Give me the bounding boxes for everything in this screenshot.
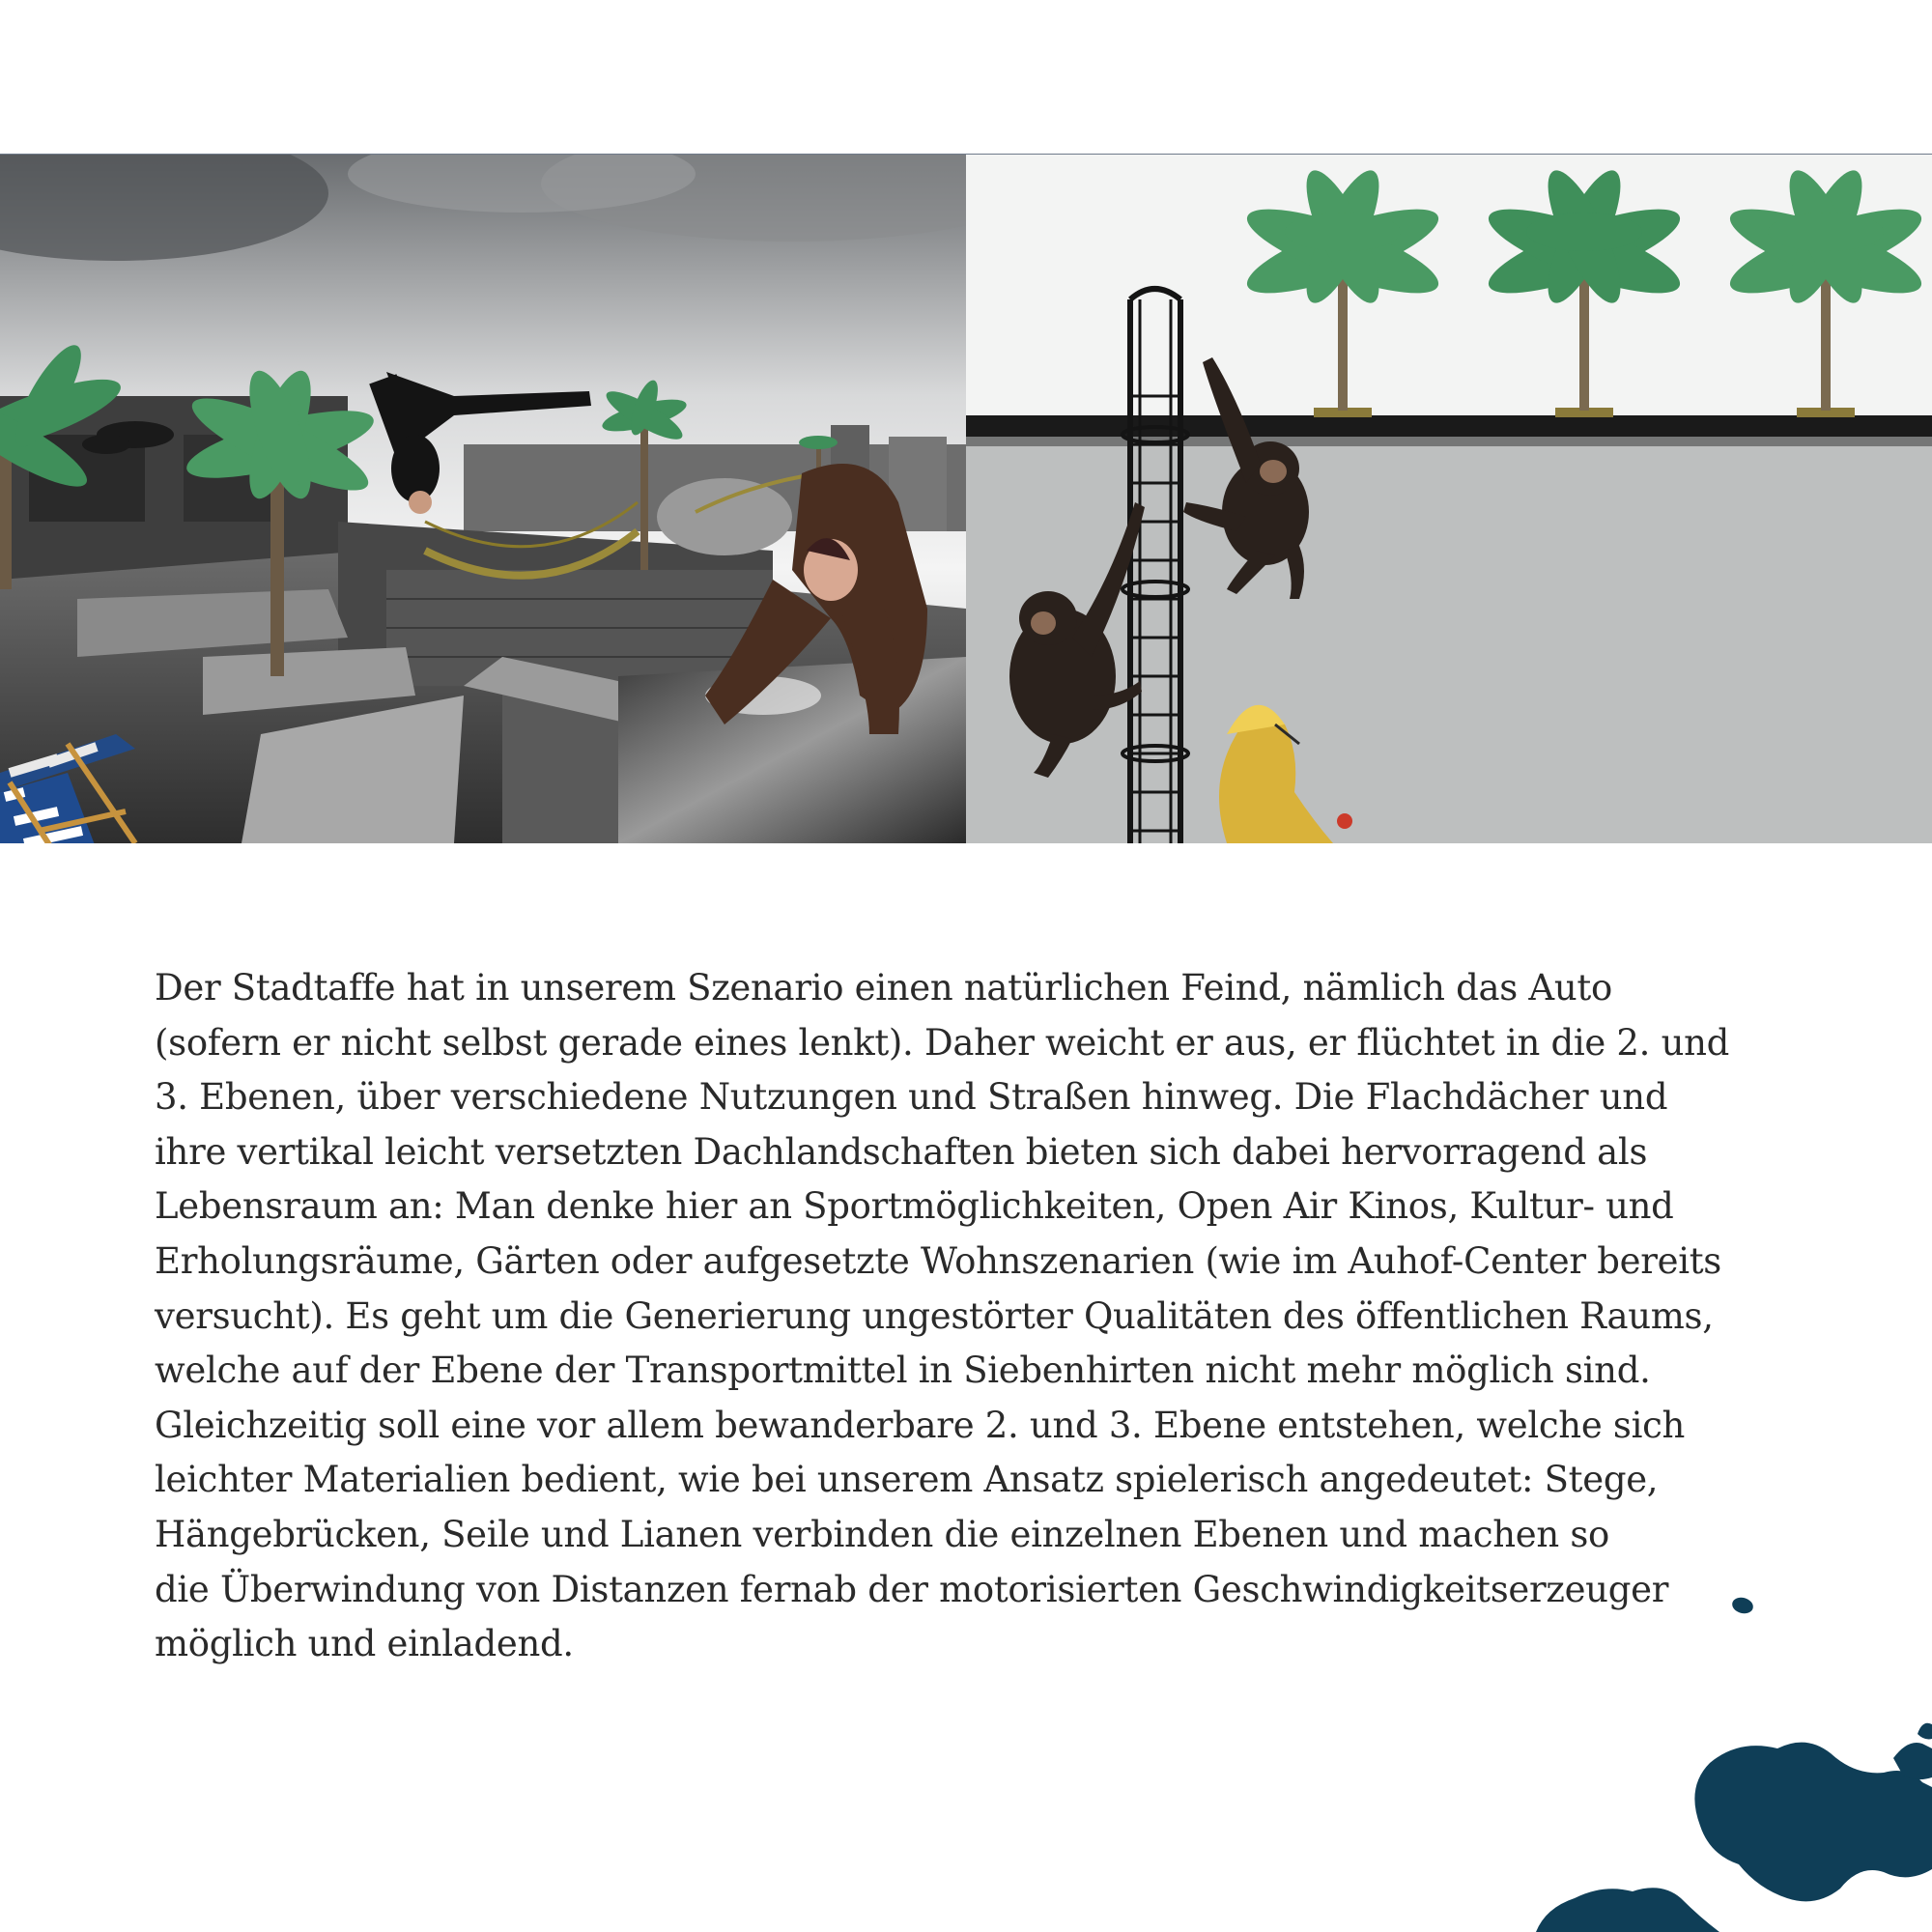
paragraph-line: möglich und einladend. — [155, 1623, 574, 1665]
ink-splash-edge — [1893, 1743, 1932, 1779]
paragraph-line: ihre vertikal leicht versetzten Dachlandschaften bieten sich dabei hervorragend als — [155, 1130, 1648, 1173]
body-paragraph — [155, 961, 1797, 1672]
paragraph-line: Erholungsräume, Gärten oder aufgesetzte Wohnszenarien (wie im Auhof-Center bereits — [155, 1239, 1721, 1282]
ink-splash-top-right — [1918, 1723, 1932, 1740]
ink-splash-right — [1694, 1743, 1932, 1902]
paragraph-line: versucht). Es geht um die Generierung ungestörter Qualitäten des öffentlichen Raums, — [155, 1294, 1714, 1337]
paragraph-line: welche auf der Ebene der Transportmittel in Siebenhirten nicht mehr möglich sind. — [155, 1350, 1651, 1392]
paragraph-line: die Überwindung von Distanzen fernab der motorisierten Geschwindigkeitserzeuger — [155, 1568, 1669, 1610]
paragraph-line: Gleichzeitig soll eine vor allem bewanderbare 2. und 3. Ebene entstehen, welche sich — [155, 1404, 1686, 1446]
paragraph-line: Hängebrücken, Seile und Lianen verbinden die einzelnen Ebenen und machen so — [155, 1513, 1610, 1555]
rooftop-parkour-collage-image — [0, 155, 966, 843]
photo-strip — [0, 154, 1932, 843]
paragraph-line: Lebensraum an: Man denke hier an Sportmöglichkeiten, Open Air Kinos, Kultur- und — [155, 1185, 1674, 1228]
paragraph-line: 3. Ebenen, über verschiedene Nutzungen und Straßen hinweg. Die Flachdächer und — [155, 1076, 1668, 1119]
paragraph-line: Der Stadtaffe hat in unserem Szenario einen natürlichen Feind, nämlich das Auto — [155, 967, 1612, 1009]
ink-splash-large — [1536, 1888, 1719, 1932]
monkeys-climbing-ladder-image — [966, 155, 1932, 843]
paragraph-line: leichter Materialien bedient, wie bei unserem Ansatz spielerisch angedeutet: Stege, — [155, 1459, 1659, 1501]
paragraph-line: (sofern er nicht selbst gerade eines lenkt). Daher weicht er aus, er flüchtet in die 2. und — [155, 1021, 1730, 1064]
